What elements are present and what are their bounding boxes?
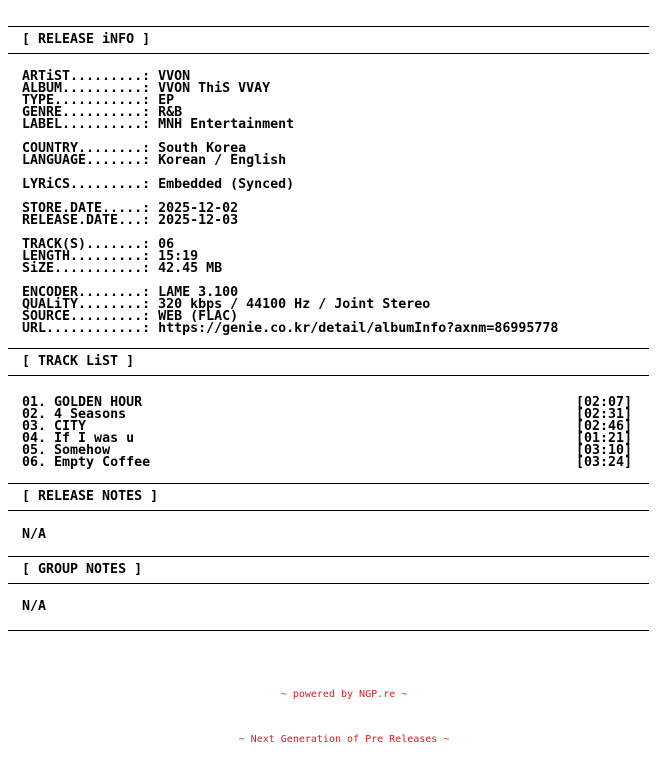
info-value-artist: VVON (158, 69, 191, 84)
track-number: 05. (22, 443, 47, 458)
section-title-release-notes: [ RELEASE NOTES ] (22, 489, 159, 504)
info-row (22, 119, 656, 131)
info-label: LANGUAGE.......: (22, 153, 151, 168)
info-label: TYPE...........: (22, 93, 151, 108)
info-row (22, 155, 656, 167)
track-title: Empty Coffee (54, 455, 151, 470)
track-number: 03. (22, 419, 47, 434)
track-row (22, 433, 632, 445)
footer-powered-by: ~ powered by NGP.re ~ (280, 689, 408, 700)
track-row (22, 457, 632, 469)
info-value-album: VVON ThiS VVAY (158, 81, 271, 96)
track-title: 4 Seasons (54, 407, 127, 422)
info-value-genre: R&B (158, 105, 183, 120)
info-value-lyrics: Embedded (Synced) (158, 177, 295, 192)
info-group-locale (22, 143, 656, 167)
release-info-body (22, 54, 656, 348)
info-value-encoder: LAME 3.100 (158, 285, 239, 300)
release-notes-header (0, 484, 656, 510)
info-label: TRACK(S).......: (22, 237, 151, 252)
footer-tagline: ~ Next Generation of Pre Releases ~ (238, 734, 450, 745)
info-row (22, 215, 656, 227)
info-row (22, 179, 656, 191)
info-group-lyrics (22, 179, 656, 191)
info-group-dates (22, 203, 656, 227)
track-duration: [02:31] (575, 407, 632, 422)
info-label: LENGTH.........: (22, 249, 151, 264)
section-title-track-list: [ TRACK LiST ] (22, 354, 135, 369)
track-duration: [02:07] (575, 395, 632, 410)
info-value-language: Korean / English (158, 153, 287, 168)
track-duration: [01:21] (575, 431, 632, 446)
track-duration: [02:46] (575, 419, 632, 434)
top-spacer (0, 0, 656, 26)
info-row (22, 263, 656, 275)
info-value-country: South Korea (158, 141, 247, 156)
section-title-release-info: [ RELEASE iNFO ] (22, 32, 151, 47)
info-label: RELEASE.DATE...: (22, 213, 151, 228)
release-url: https://genie.co.kr/detail/albumInfo?axnm=86995778 (158, 321, 559, 336)
info-group-encode (22, 287, 656, 335)
track-duration: [03:24] (575, 455, 632, 470)
info-value-store-date: 2025-12-02 (158, 201, 239, 216)
track-title: Somehow (54, 443, 111, 458)
track-number: 01. (22, 395, 47, 410)
track-number: 02. (22, 407, 47, 422)
track-title: GOLDEN HOUR (54, 395, 143, 410)
info-value-length: 15:19 (158, 249, 199, 264)
track-row (22, 409, 632, 421)
info-value-source: WEB (FLAC) (158, 309, 239, 324)
track-number: 04. (22, 431, 47, 446)
info-label: SiZE...........: (22, 261, 151, 276)
info-label: GENRE..........: (22, 105, 151, 120)
info-label: STORE.DATE.....: (22, 201, 151, 216)
release-notes-content: N/A (22, 527, 47, 542)
section-title-group-notes: [ GROUP NOTES ] (22, 562, 143, 577)
info-value-release-date: 2025-12-03 (158, 213, 239, 228)
track-list-header (0, 349, 656, 375)
info-group-album (22, 71, 656, 131)
info-value-type: EP (158, 93, 175, 108)
group-notes-content: N/A (22, 599, 47, 614)
info-value-label: MNH Entertainment (158, 117, 295, 132)
footer (0, 631, 656, 762)
track-duration: [03:10] (575, 443, 632, 458)
info-label: QUALiTY........: (22, 297, 151, 312)
info-value-quality: 320 kbps / 44100 Hz / Joint Stereo (158, 297, 431, 312)
track-title: If I was u (54, 431, 135, 446)
info-group-stats (22, 239, 656, 275)
info-label: SOURCE.........: (22, 309, 151, 324)
track-number: 06. (22, 455, 47, 470)
group-notes-header (0, 557, 656, 583)
info-label: LABEL..........: (22, 117, 151, 132)
info-label: COUNTRY........: (22, 141, 151, 156)
info-label: URL............: (22, 321, 151, 336)
track-title: CITY (54, 419, 87, 434)
info-label: ENCODER........: (22, 285, 151, 300)
info-label: LYRiCS.........: (22, 177, 151, 192)
info-value-tracks: 06 (158, 237, 175, 252)
info-value-size: 42.45 MB (158, 261, 223, 276)
info-label: ARTiST.........: (22, 69, 151, 84)
track-list (22, 376, 632, 483)
release-info-header (0, 27, 656, 53)
info-row (22, 323, 656, 335)
info-label: ALBUM..........: (22, 81, 151, 96)
